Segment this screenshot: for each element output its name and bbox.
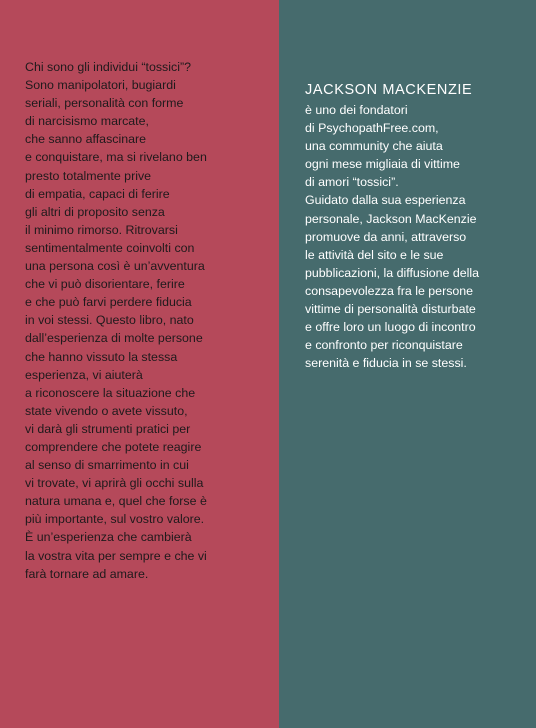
book-description: Chi sono gli individui “tossici”? Sono manipolatori, bugiardi seriali, personalità con forme di narcisismo marcate, che sanno affascinare e conquistare, ma si rivelano ben presto totalmente prive di empatia, capaci di ferire gli altri di proposito senza il minimo rimorso. Ritrovarsi sentimentalmente coinvolti con una persona così è un’avventura che vi può disorientare, ferire e che può farvi perdere fiducia in voi stessi. Questo libro, nato dall’esperienza di molte persone che hanno vissuto la stessa esperienza, vi aiuterà a riconoscere la situazione che state vivendo o avete vissuto, vi darà gli strumenti pratici per comprendere che potete reagire al senso di smarrimento in cui vi trovate, vi aprirà gli occhi sulla natura umana e, quel che forse è più importante, sul vostro valore. È un’esperienza che cambierà la vostra vita per sempre e che vi farà tornare ad amare. [25,60,207,581]
author-name: JACKSON MACKENZIE [305,82,473,98]
author-bio: è uno dei fondatori di PsychopathFree.com, una community che aiuta ogni mese migliaia di vittime di amori “tossici”. Guidato dalla sua esperienza personale, Jackson MacKenzie promuove da anni, attraverso le attività del sito e le sue pubblicazioni, la diffusione della consapevolezza fra le persone vittime di personalità disturbate e offre loro un luogo di incontro e confronto per riconquistare serenità e fiducia in se stessi. [305,103,480,371]
